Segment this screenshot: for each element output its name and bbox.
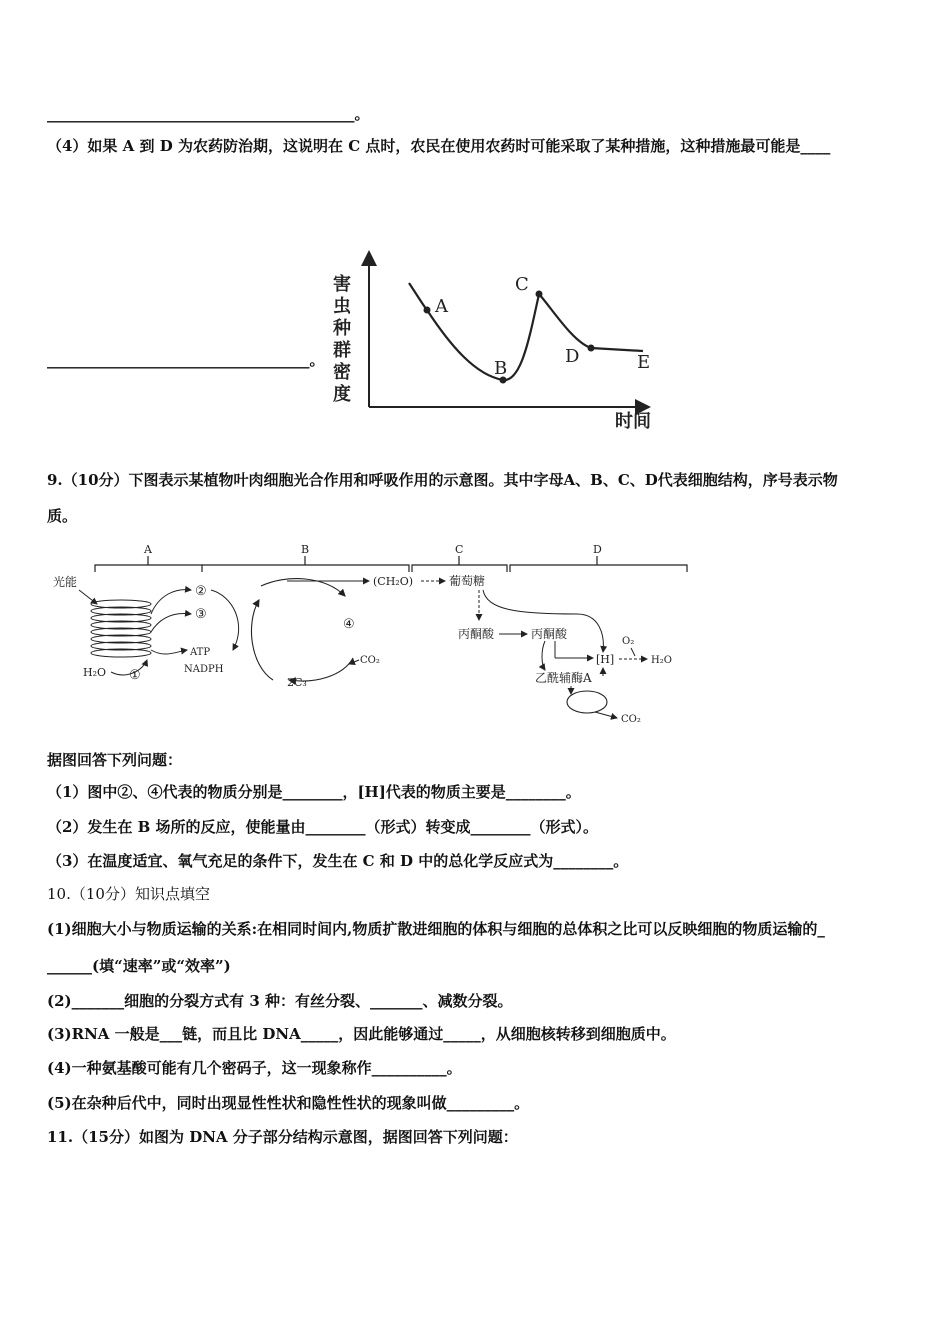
- q10-part4: (4)一种氨基酸可能有几个密码子，这一现象称作__________。: [47, 1059, 462, 1077]
- q9-header: [47, 470, 838, 490]
- c3-label: 2C₃: [287, 676, 307, 689]
- circle-2: ②: [195, 584, 207, 599]
- atp-label: ATP: [190, 647, 211, 658]
- blank-line-1: [47, 104, 370, 124]
- answer-blank-2[interactable]: ___________________________________: [47, 351, 310, 369]
- q10-part5: (5)在杂种后代中，同时出现显性性状和隐性性状的现象叫做_________。: [47, 1094, 530, 1112]
- period: 。: [309, 351, 325, 369]
- q11-header-text: 11.（15分）如图为 DNA 分子部分结构示意图，据图回答下列问题：: [47, 1128, 518, 1146]
- ylabel-char: 度: [333, 384, 351, 405]
- o2-label: O₂: [622, 636, 635, 647]
- q10-header: 10.（10分）知识点填空: [47, 885, 210, 903]
- point-a: [424, 307, 431, 314]
- ylabel-char: 虫: [333, 296, 351, 317]
- bracket-d: [510, 565, 687, 572]
- co2-b-label: CO₂: [360, 655, 380, 666]
- blank-line-2: [47, 350, 325, 370]
- label-d: D: [565, 346, 580, 367]
- light-label: 光能: [53, 575, 78, 589]
- pyruvate-1-label: 丙酮酸: [458, 627, 495, 641]
- bracket-b: [202, 565, 409, 572]
- pyruvate-2-label: 丙酮酸: [531, 627, 568, 641]
- q9-part2: （2）发生在 B 场所的反应，使能量由________（形式）转变成________（形式）。: [47, 818, 599, 836]
- q9-part3: （3）在温度适宜、氧气充足的条件下，发生在 C 和 D 中的总化学反应式为________。: [47, 852, 629, 870]
- glucose-label: 葡萄糖: [449, 574, 486, 588]
- q10-part2: (2)_______细胞的分裂方式有 3 种：有丝分裂、_______、减数分裂。: [47, 992, 513, 1010]
- section-b-label: B: [301, 543, 310, 556]
- label-a: A: [435, 296, 448, 317]
- x-axis-label: 时间: [615, 411, 651, 432]
- acetyl-coa-label: 乙酰辅酶A: [535, 671, 592, 685]
- bracket-a: [95, 565, 202, 572]
- q9-header-cont: 质。: [47, 507, 78, 525]
- q10-part3: (3)RNA 一般是___链，而且比 DNA_____，因此能够通过_____，从细胞核转移到细胞质中。: [47, 1025, 676, 1043]
- answer-blank-1[interactable]: _________________________________________: [47, 105, 355, 123]
- period: 。: [354, 105, 370, 123]
- label-e: E: [637, 352, 651, 373]
- q9-header-text: 9.（10分）下图表示某植物叶肉细胞光合作用和呼吸作用的示意图。其中字母A、B、C、D代表细胞结构，序号表示物: [47, 471, 838, 489]
- h2o-out-label: H₂O: [651, 655, 672, 666]
- q8-part4: （4）如果 A 到 D 为农药防治期，这说明在 C 点时，农民在使用农药时可能采取了某种措施，这种措施最可能是____: [47, 137, 831, 155]
- ch2o-label: (CH₂O): [373, 575, 414, 588]
- h-label: [H]: [596, 653, 615, 666]
- nadph-label: NADPH: [184, 664, 224, 675]
- q9-part1: （1）图中②、④代表的物质分别是________，[H]代表的物质主要是________。: [47, 783, 581, 801]
- ylabel-char: 害: [333, 274, 351, 295]
- point-d: [588, 345, 595, 352]
- ylabel-char: 种: [333, 318, 351, 339]
- label-c: C: [515, 274, 529, 295]
- cell-process-diagram: [47, 540, 697, 730]
- ylabel-char: 密: [333, 362, 351, 383]
- q10-part1b: ______(填“速率”或“效率”): [47, 957, 231, 975]
- circle-1: ①: [129, 668, 141, 683]
- y-axis-label: [332, 273, 351, 405]
- bracket-c: [412, 565, 507, 572]
- point-c: [536, 291, 543, 298]
- section-d-label: D: [593, 543, 602, 556]
- q10-part1a: (1)细胞大小与物质运输的关系:在相同时间内,物质扩散进细胞的体积与细胞的总体积之比可以反映细胞的物质运输的_: [47, 920, 825, 938]
- h2o-label: H₂O: [83, 666, 107, 679]
- section-a-label: A: [144, 543, 152, 556]
- krebs-cycle: [567, 691, 607, 713]
- pest-density-graph: [325, 250, 675, 435]
- co2-d-label: CO₂: [621, 714, 641, 725]
- q11-header: [47, 1127, 518, 1147]
- thylakoid-stack: [91, 600, 151, 657]
- q9-intro: 据图回答下列问题：: [47, 751, 183, 769]
- ylabel-char: 群: [333, 340, 351, 361]
- circle-4: ④: [343, 617, 355, 632]
- circle-3: ③: [195, 607, 207, 622]
- section-c-label: C: [455, 543, 464, 556]
- label-b: B: [494, 358, 508, 379]
